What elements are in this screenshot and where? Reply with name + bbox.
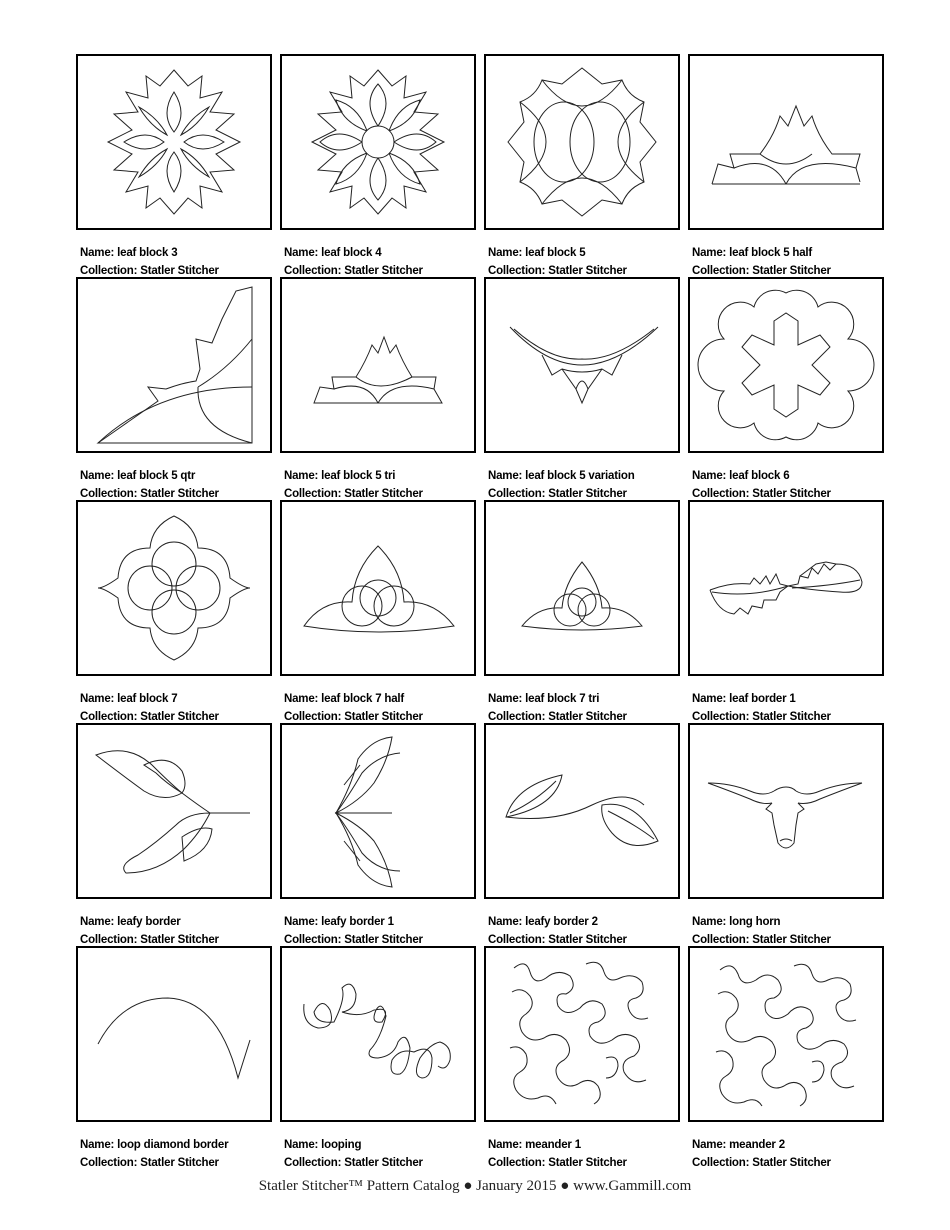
leaf-block-5-tri-icon: [282, 279, 474, 451]
pattern-meta: Name: leaf block 5 qtr Collection: Statler Stitcher: [80, 470, 219, 500]
pattern-name: loop diamond border: [117, 1139, 229, 1151]
pattern-collection: Statler Stitcher: [752, 488, 831, 500]
pattern-card[interactable]: [280, 723, 476, 946]
leaf-block-5-variation-icon: [486, 279, 678, 451]
pattern-meta: Name: leaf block 5 variation Collection: Statler Stitcher: [488, 470, 635, 500]
leaf-block-6-icon: [690, 279, 882, 451]
collection-label: Collection: [284, 265, 338, 277]
pattern-collection: Statler Stitcher: [140, 934, 219, 946]
collection-label: Collection: [284, 934, 338, 946]
collection-label: Collection: [284, 1157, 338, 1169]
pattern-name: leaf border 1: [729, 693, 796, 705]
pattern-thumbnail[interactable]: [280, 500, 476, 676]
name-label: Name: [692, 247, 723, 259]
collection-label: Collection: [692, 934, 746, 946]
name-label: Name: [488, 693, 519, 705]
leaf-block-5-icon: [486, 56, 678, 228]
pattern-meta: Name: leaf block 4 Collection: Statler Stitcher: [284, 247, 423, 277]
pattern-collection: Statler Stitcher: [344, 1157, 423, 1169]
name-label: Name: [284, 693, 315, 705]
collection-label: Collection: [692, 488, 746, 500]
pattern-card[interactable]: [688, 946, 884, 1169]
pattern-name: looping: [321, 1139, 362, 1151]
pattern-name: leafy border 1: [321, 916, 394, 928]
name-label: Name: [692, 1139, 723, 1151]
pattern-name: meander 2: [729, 1139, 785, 1151]
leaf-border-1-icon: [690, 502, 882, 674]
leaf-block-7-tri-icon: [486, 502, 678, 674]
collection-label: Collection: [488, 1157, 542, 1169]
pattern-thumbnail[interactable]: [76, 54, 272, 230]
pattern-name: leaf block 4: [321, 247, 382, 259]
pattern-meta: Name: meander 2 Collection: Statler Stitcher: [692, 1139, 831, 1169]
pattern-collection: Statler Stitcher: [752, 265, 831, 277]
pattern-meta: Name: meander 1 Collection: Statler Stitcher: [488, 1139, 627, 1169]
looping-icon: [282, 948, 474, 1120]
meander-1-icon: [486, 948, 678, 1120]
pattern-meta: Name: loop diamond border Collection: Statler Stitcher: [80, 1139, 229, 1169]
pattern-collection: Statler Stitcher: [140, 488, 219, 500]
pattern-collection: Statler Stitcher: [752, 1157, 831, 1169]
pattern-name: leaf block 5 tri: [321, 470, 396, 482]
pattern-collection: Statler Stitcher: [140, 711, 219, 723]
pattern-card[interactable]: [280, 500, 476, 723]
collection-label: Collection: [692, 265, 746, 277]
name-label: Name: [692, 470, 723, 482]
pattern-card[interactable]: [688, 54, 884, 277]
pattern-meta: Name: looping Collection: Statler Stitcher: [284, 1139, 423, 1169]
pattern-thumbnail[interactable]: [688, 723, 884, 899]
pattern-collection: Statler Stitcher: [752, 711, 831, 723]
pattern-name: leafy border: [117, 916, 181, 928]
name-label: Name: [80, 1139, 111, 1151]
collection-label: Collection: [80, 934, 134, 946]
pattern-name: leaf block 3: [117, 247, 178, 259]
leafy-border-2-icon: [486, 725, 678, 897]
collection-label: Collection: [80, 711, 134, 723]
pattern-card[interactable]: [484, 946, 680, 1169]
collection-label: Collection: [488, 488, 542, 500]
pattern-meta: Name: leaf block 5 half Collection: Statler Stitcher: [692, 247, 831, 277]
pattern-name: leaf block 5 half: [729, 247, 813, 259]
collection-label: Collection: [692, 711, 746, 723]
pattern-grid: [76, 54, 882, 1169]
pattern-thumbnail[interactable]: [688, 946, 884, 1122]
pattern-thumbnail[interactable]: [688, 500, 884, 676]
pattern-thumbnail[interactable]: [76, 277, 272, 453]
pattern-card[interactable]: [484, 723, 680, 946]
pattern-meta: Name: leaf border 1 Collection: Statler Stitcher: [692, 693, 831, 723]
leaf-block-3-icon: [78, 56, 270, 228]
leaf-block-7-icon: [78, 502, 270, 674]
pattern-collection: Statler Stitcher: [344, 934, 423, 946]
pattern-name: leaf block 7 half: [321, 693, 405, 705]
pattern-meta: Name: leaf block 5 Collection: Statler Stitcher: [488, 247, 627, 277]
pattern-name: leaf block 5 qtr: [117, 470, 196, 482]
pattern-meta: Name: leaf block 6 Collection: Statler Stitcher: [692, 470, 831, 500]
pattern-thumbnail[interactable]: [688, 54, 884, 230]
pattern-name: meander 1: [525, 1139, 581, 1151]
pattern-collection: Statler Stitcher: [344, 711, 423, 723]
name-label: Name: [488, 916, 519, 928]
collection-label: Collection: [488, 934, 542, 946]
pattern-collection: Statler Stitcher: [548, 711, 627, 723]
pattern-card[interactable]: [76, 946, 272, 1169]
name-label: Name: [80, 247, 111, 259]
pattern-card[interactable]: [688, 723, 884, 946]
pattern-thumbnail[interactable]: [280, 277, 476, 453]
long-horn-icon: [690, 725, 882, 897]
pattern-meta: Name: leafy border 1 Collection: Statler Stitcher: [284, 916, 423, 946]
pattern-thumbnail[interactable]: [76, 500, 272, 676]
pattern-name: leaf block 7 tri: [525, 693, 600, 705]
loop-diamond-border-icon: [78, 948, 270, 1120]
pattern-thumbnail[interactable]: [76, 723, 272, 899]
pattern-thumbnail[interactable]: [280, 54, 476, 230]
pattern-card[interactable]: [484, 500, 680, 723]
collection-label: Collection: [692, 1157, 746, 1169]
collection-label: Collection: [488, 265, 542, 277]
pattern-collection: Statler Stitcher: [548, 265, 627, 277]
pattern-name: leafy border 2: [525, 916, 598, 928]
pattern-collection: Statler Stitcher: [548, 934, 627, 946]
pattern-collection: Statler Stitcher: [344, 488, 423, 500]
pattern-thumbnail[interactable]: [280, 723, 476, 899]
pattern-name: leaf block 5 variation: [525, 470, 635, 482]
leafy-border-1-icon: [282, 725, 474, 897]
pattern-meta: Name: long horn Collection: Statler Stitcher: [692, 916, 831, 946]
pattern-meta: Name: leaf block 7 Collection: Statler Stitcher: [80, 693, 219, 723]
pattern-meta: Name: leaf block 5 tri Collection: Statler Stitcher: [284, 470, 423, 500]
pattern-card[interactable]: [688, 277, 884, 500]
pattern-collection: Statler Stitcher: [752, 934, 831, 946]
pattern-name: leaf block 5: [525, 247, 586, 259]
pattern-card[interactable]: [280, 946, 476, 1169]
name-label: Name: [80, 916, 111, 928]
pattern-card[interactable]: [76, 277, 272, 500]
name-label: Name: [488, 247, 519, 259]
collection-label: Collection: [284, 488, 338, 500]
pattern-card[interactable]: [76, 500, 272, 723]
pattern-thumbnail[interactable]: [484, 946, 680, 1122]
pattern-thumbnail[interactable]: [484, 723, 680, 899]
collection-label: Collection: [284, 711, 338, 723]
pattern-thumbnail[interactable]: [484, 277, 680, 453]
name-label: Name: [488, 1139, 519, 1151]
name-label: Name: [284, 470, 315, 482]
pattern-name: leaf block 7: [117, 693, 178, 705]
leaf-block-5-half-icon: [690, 56, 882, 228]
pattern-meta: Name: leaf block 3 Collection: Statler Stitcher: [80, 247, 219, 277]
pattern-meta: Name: leaf block 7 half Collection: Statler Stitcher: [284, 693, 423, 723]
collection-label: Collection: [80, 1157, 134, 1169]
pattern-collection: Statler Stitcher: [548, 488, 627, 500]
pattern-thumbnail[interactable]: [280, 946, 476, 1122]
collection-label: Collection: [80, 488, 134, 500]
name-label: Name: [284, 247, 315, 259]
name-label: Name: [692, 916, 723, 928]
collection-label: Collection: [80, 265, 134, 277]
meander-2-icon: [690, 948, 882, 1120]
leafy-border-icon: [78, 725, 270, 897]
pattern-meta: Name: leafy border 2 Collection: Statler Stitcher: [488, 916, 627, 946]
name-label: Name: [80, 470, 111, 482]
pattern-meta: Name: leafy border Collection: Statler Stitcher: [80, 916, 219, 946]
pattern-collection: Statler Stitcher: [344, 265, 423, 277]
name-label: Name: [80, 693, 111, 705]
pattern-card[interactable]: [688, 500, 884, 723]
pattern-collection: Statler Stitcher: [140, 265, 219, 277]
pattern-collection: Statler Stitcher: [548, 1157, 627, 1169]
pattern-thumbnail[interactable]: [76, 946, 272, 1122]
pattern-meta: Name: leaf block 7 tri Collection: Statler Stitcher: [488, 693, 627, 723]
pattern-thumbnail[interactable]: [484, 54, 680, 230]
leaf-block-4-icon: [282, 56, 474, 228]
pattern-card[interactable]: [280, 277, 476, 500]
pattern-name: leaf block 6: [729, 470, 790, 482]
leaf-block-5-qtr-icon: [78, 279, 270, 451]
pattern-card[interactable]: [280, 54, 476, 277]
pattern-thumbnail[interactable]: [688, 277, 884, 453]
name-label: Name: [284, 916, 315, 928]
name-label: Name: [284, 1139, 315, 1151]
pattern-card[interactable]: [76, 723, 272, 946]
pattern-thumbnail[interactable]: [484, 500, 680, 676]
pattern-card[interactable]: [484, 277, 680, 500]
name-label: Name: [488, 470, 519, 482]
leaf-block-7-half-icon: [282, 502, 474, 674]
name-label: Name: [692, 693, 723, 705]
collection-label: Collection: [488, 711, 542, 723]
pattern-name: long horn: [729, 916, 781, 928]
page-footer: Statler Stitcher™ Pattern Catalog ● January 2015 ● www.Gammill.com: [258, 1178, 692, 1194]
pattern-collection: Statler Stitcher: [140, 1157, 219, 1169]
pattern-card[interactable]: [484, 54, 680, 277]
pattern-card[interactable]: [76, 54, 272, 277]
